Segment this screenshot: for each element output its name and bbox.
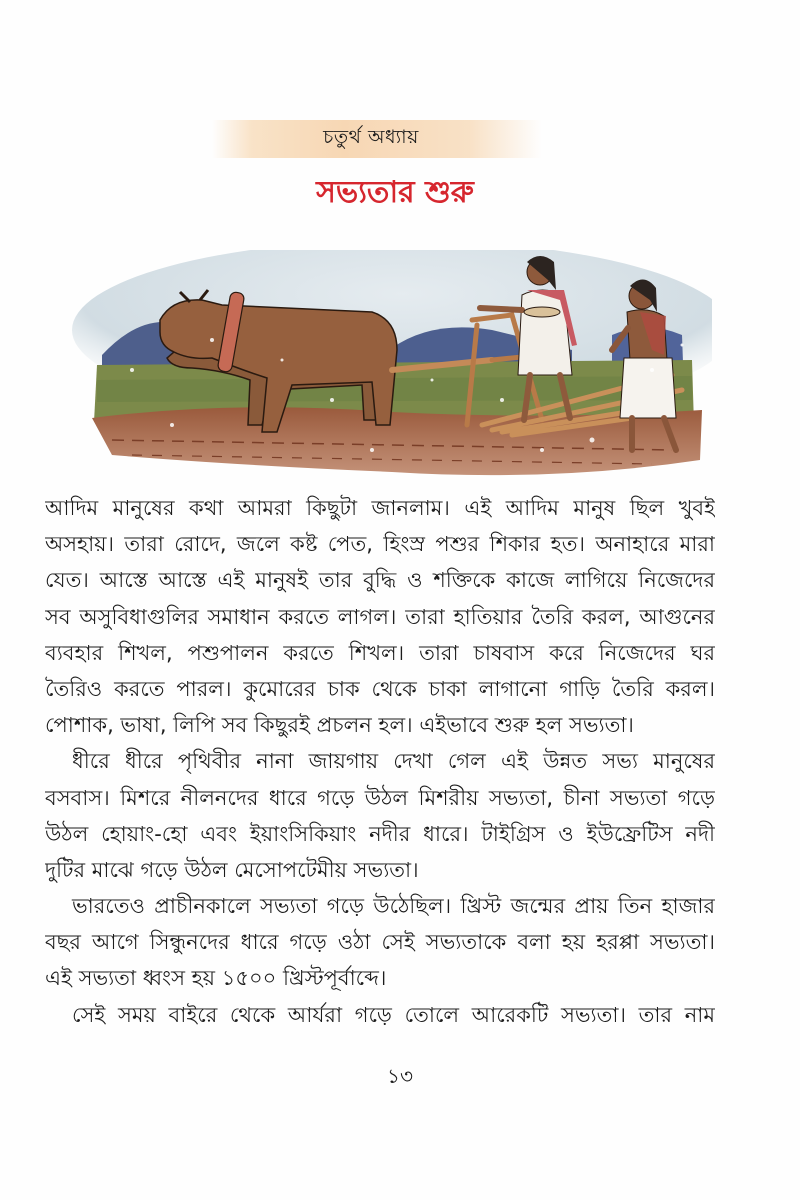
body-text <box>45 490 715 1033</box>
text-line: উঠল হোয়াং-হো এবং ইয়াংসিকিয়াং নদীর ধারে। টাইগ্রিস ও ইউফ্রেটিস নদী <box>45 821 715 846</box>
page-number: ১৩ <box>387 1064 413 1088</box>
text-line: বসবাস। মিশরে নীলনদের ধারে গড়ে উঠল মিশরীয় সভ্যতা, চীনা সভ্যতা গড়ে <box>45 785 715 810</box>
paragraph-4 <box>45 997 715 1033</box>
paragraph-3 <box>45 888 715 997</box>
text-line: সেই সময় বাইরে থেকে আর্যরা গড়ে তোলে আরেকটি সভ্যতা। তার নাম <box>72 1002 715 1027</box>
text-line: ধীরে ধীরে পৃথিবীর নানা জায়গায় দেখা গেল এই উন্নত সভ্য মানুষের <box>72 749 715 774</box>
text-line: অসহায়। তারা রোদে, জলে কষ্ট পেত, হিংস্র পশুর শিকার হত। অনাহারে মারা <box>45 532 715 557</box>
plough-scene-icon <box>72 250 712 480</box>
chapter-title: সভ্যতার শুরু <box>316 175 474 210</box>
paragraph-1 <box>45 490 715 743</box>
chapter-label: চতুর্থ অধ্যায় <box>323 126 419 148</box>
text-line: পোশাক, ভাষা, লিপি সব কিছুরই প্রচলন হল। এইভাবে শুরু হল সভ্যতা। <box>45 713 634 738</box>
text-line: আদিম মানুষের কথা আমরা কিছুটা জানলাম। এই আদিম মানুষ ছিল খুবই <box>45 496 715 520</box>
text-line: যেত। আস্তে আস্তে এই মানুষই তার বুদ্ধি ও শক্তিকে কাজে লাগিয়ে নিজেদের <box>45 568 715 593</box>
paragraph-2 <box>45 743 715 888</box>
text-line: এই সভ্যতা ধ্বংস হয় ১৫০০ খ্রিস্টপূর্বাব্দে। <box>45 966 387 991</box>
text-line: তৈরিও করতে পারল। কুমোরের চাক থেকে চাকা লাগানো গাড়ি তৈরি করল। <box>45 676 715 701</box>
text-line: দুটির মাঝে গড়ে উঠল মেসোপটেমীয় সভ্যতা। <box>45 857 419 882</box>
text-line: বছর আগে সিন্ধুনদের ধারে গড়ে ওঠা সেই সভ্যতাকে বলা হয় হরপ্পা সভ্যতা। <box>45 930 715 955</box>
chapter-band <box>212 120 542 158</box>
text-line: ভারতেও প্রাচীনকালে সভ্যতা গড়ে উঠেছিল। খ্রিস্ট জন্মের প্রায় তিন হাজার <box>72 894 715 919</box>
text-line: সব অসুবিধাগুলির সমাধান করতে লাগল। তারা হাতিয়ার তৈরি করল, আগুনের <box>45 604 715 629</box>
plough-scene-illustration <box>72 250 712 480</box>
text-line: ব্যবহার শিখল, পশুপালন করতে শিখল। তারা চাষবাস করে নিজেদের ঘর <box>45 640 715 665</box>
